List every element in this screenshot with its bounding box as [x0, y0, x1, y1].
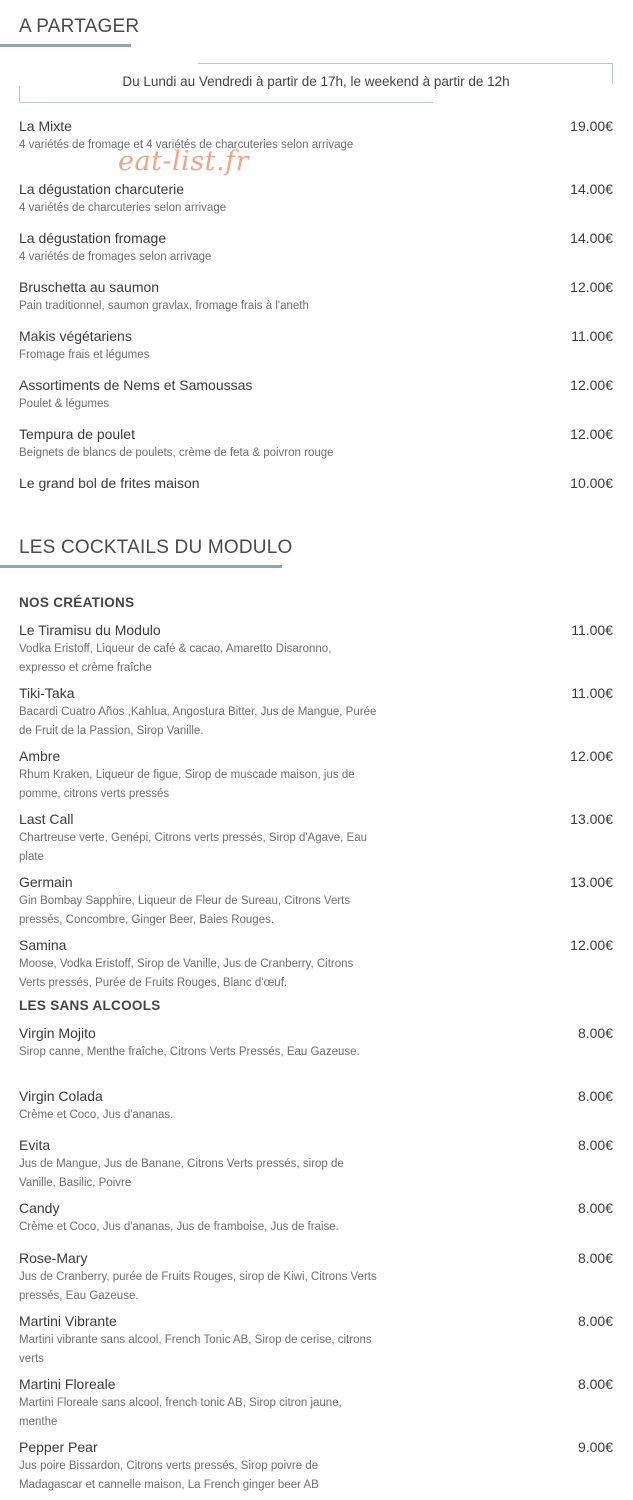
item-name: Tempura de poulet	[19, 426, 135, 442]
item-name: La dégustation fromage	[19, 230, 167, 246]
item-description: Sirop canne, Menthe fraîche, Citrons Verts Pressés, Eau Gazeuse.	[19, 1046, 360, 1058]
notice-frame-top	[198, 63, 613, 64]
menu-item	[19, 180, 613, 218]
item-name: Germain	[19, 874, 73, 890]
item-description: Crème et Coco, Jus d'ananas.	[19, 1109, 174, 1121]
menu-item	[19, 936, 613, 992]
item-description: Beignets de blancs de poulets, crème de feta & poivron rouge	[19, 447, 334, 459]
item-description: Rhum Kraken, Liqueur de figue, Sirop de muscade maison, jus de pomme, citrons verts pressés	[19, 769, 355, 800]
item-price: 9.00€	[577, 1439, 613, 1455]
item-name: Le Tiramisu du Modulo	[19, 622, 161, 638]
item-price: 19.00€	[570, 118, 613, 134]
section-title-underline	[0, 565, 282, 568]
menu-item	[19, 1087, 613, 1125]
item-price: 10.00€	[570, 475, 613, 491]
section-title-underline	[0, 44, 131, 47]
item-price: 8.00€	[577, 1137, 613, 1153]
menu-item	[19, 327, 613, 365]
item-name: Ambre	[19, 748, 61, 764]
item-description: Vodka Eristoff, Liqueur de café & cacao, Amaretto Disaronno, expresso et crème fraîche	[19, 643, 332, 674]
item-description: 4 variétés de fromage et 4 variétés de charcuteries selon arrivage	[19, 139, 354, 151]
item-name: Candy	[19, 1200, 60, 1216]
item-price: 8.00€	[577, 1313, 613, 1329]
item-name: Makis végétariens	[19, 328, 132, 344]
notice-frame-bottom	[19, 102, 433, 103]
section-title-cocktails: LES COCKTAILS DU MODULO	[19, 537, 293, 558]
item-name: Martini Vibrante	[19, 1313, 117, 1329]
item-description: Pain traditionnel, saumon gravlax, fromage frais à l'aneth	[19, 300, 309, 312]
item-description: Jus de Mangue, Jus de Banane, Citrons Verts pressés, sirop de Vanille, Basilic, Poivre	[19, 1158, 344, 1189]
item-description: 4 variétés de fromages selon arrivage	[19, 251, 212, 263]
menu-item	[19, 278, 613, 316]
section-title-share: A PARTAGER	[19, 16, 140, 37]
item-price: 11.00€	[571, 685, 613, 701]
item-price: 8.00€	[577, 1088, 613, 1104]
item-description: Jus poire Bissardon, Citrons verts pressés, Sirop poivre de Madagascar et cannelle maison, La French ginger beer AB	[19, 1460, 319, 1491]
item-price: 8.00€	[577, 1200, 613, 1216]
item-price: 8.00€	[577, 1025, 613, 1041]
item-price: 11.00€	[571, 328, 613, 344]
item-description: Jus de Cranberry, purée de Fruits Rouges, sirop de Kiwi, Citrons Verts pressés, Eau Gazeuse.	[19, 1271, 377, 1302]
menu-item	[19, 873, 613, 929]
item-price: 14.00€	[570, 181, 613, 197]
menu-item	[19, 117, 613, 155]
item-name: La dégustation charcuterie	[19, 181, 184, 197]
item-name: Last Call	[19, 811, 74, 827]
menu-item	[19, 747, 613, 803]
opening-hours-notice: Du Lundi au Vendredi à partir de 17h, le weekend à partir de 12h	[122, 74, 510, 89]
item-price: 12.00€	[570, 279, 613, 295]
item-price: 14.00€	[570, 230, 613, 246]
menu-item	[19, 621, 613, 677]
item-price: 12.00€	[570, 937, 613, 953]
item-name: Martini Floreale	[19, 1376, 116, 1392]
menu-item	[19, 1312, 613, 1368]
watermark: eat-list.fr	[118, 146, 250, 177]
item-price: 12.00€	[570, 377, 613, 393]
menu-item	[19, 1136, 613, 1192]
item-name: Rose-Mary	[19, 1250, 88, 1266]
item-description: 4 variétés de charcuteries selon arrivage	[19, 202, 227, 214]
item-description: Moose, Vodka Eristoff, Sirop de Vanille, Jus de Cranberry, Citrons Verts pressés, Purée de Fruits Rouges, Blanc d'œuf.	[19, 958, 354, 989]
menu-item	[19, 425, 613, 463]
item-description: Martini vibrante sans alcool, French Tonic AB, Sirop de cerise, citrons verts	[19, 1334, 372, 1365]
item-description: Crème et Coco, Jus d'ananas, Jus de framboise, Jus de fraise.	[19, 1221, 339, 1233]
item-price: 13.00€	[570, 874, 613, 890]
item-name: Samina	[19, 937, 67, 953]
item-description: Gin Bombay Sapphire, Liqueur de Fleur de Sureau, Citrons Verts pressés, Concombre, Ginger Beer, Baies Rouges.	[19, 895, 351, 926]
menu-item	[19, 684, 613, 740]
item-name: Virgin Mojito	[19, 1025, 96, 1041]
item-name: Bruschetta au saumon	[19, 279, 160, 295]
menu-item	[19, 1438, 613, 1494]
item-price: 12.00€	[570, 426, 613, 442]
item-name: Pepper Pear	[19, 1439, 98, 1455]
item-price: 8.00€	[577, 1250, 613, 1266]
menu-item	[19, 810, 613, 866]
item-price: 13.00€	[570, 811, 613, 827]
item-description: Fromage frais et légumes	[19, 349, 150, 361]
item-description: Chartreuse verte, Genépi, Citrons verts pressés, Sirop d'Agave, Eau plate	[19, 832, 367, 863]
item-description: Bacardi Cuatro Años ,Kahlua, Angostura Bitter, Jus de Mangue, Purée de Fruit de la Passion, Sirop Vanille.	[19, 706, 377, 737]
item-name: Evita	[19, 1137, 51, 1153]
notice-frame-right	[612, 63, 613, 84]
subsection-softs: LES SANS ALCOOLS	[19, 998, 161, 1013]
item-name: Le grand bol de frites maison	[19, 475, 200, 491]
menu-item	[19, 376, 613, 414]
item-description: Poulet & légumes	[19, 398, 110, 410]
item-price: 8.00€	[577, 1376, 613, 1392]
notice-frame-left	[19, 86, 20, 103]
menu-item	[19, 1249, 613, 1305]
item-name: La Mixte	[19, 118, 72, 134]
item-description: Martini Floreale sans alcool, french tonic AB, Sirop citron jaune, menthe	[19, 1397, 342, 1428]
menu-item	[19, 1024, 613, 1062]
item-name: Tiki-Taka	[19, 685, 75, 701]
menu-item	[19, 229, 613, 267]
item-name: Assortiments de Nems et Samoussas	[19, 377, 253, 393]
item-price: 11.00€	[571, 622, 613, 638]
menu-item	[19, 1375, 613, 1431]
menu-item	[19, 474, 613, 492]
subsection-creations: NOS CRÉATIONS	[19, 595, 135, 610]
item-name: Virgin Colada	[19, 1088, 103, 1104]
item-price: 12.00€	[570, 748, 613, 764]
menu-item	[19, 1199, 613, 1237]
